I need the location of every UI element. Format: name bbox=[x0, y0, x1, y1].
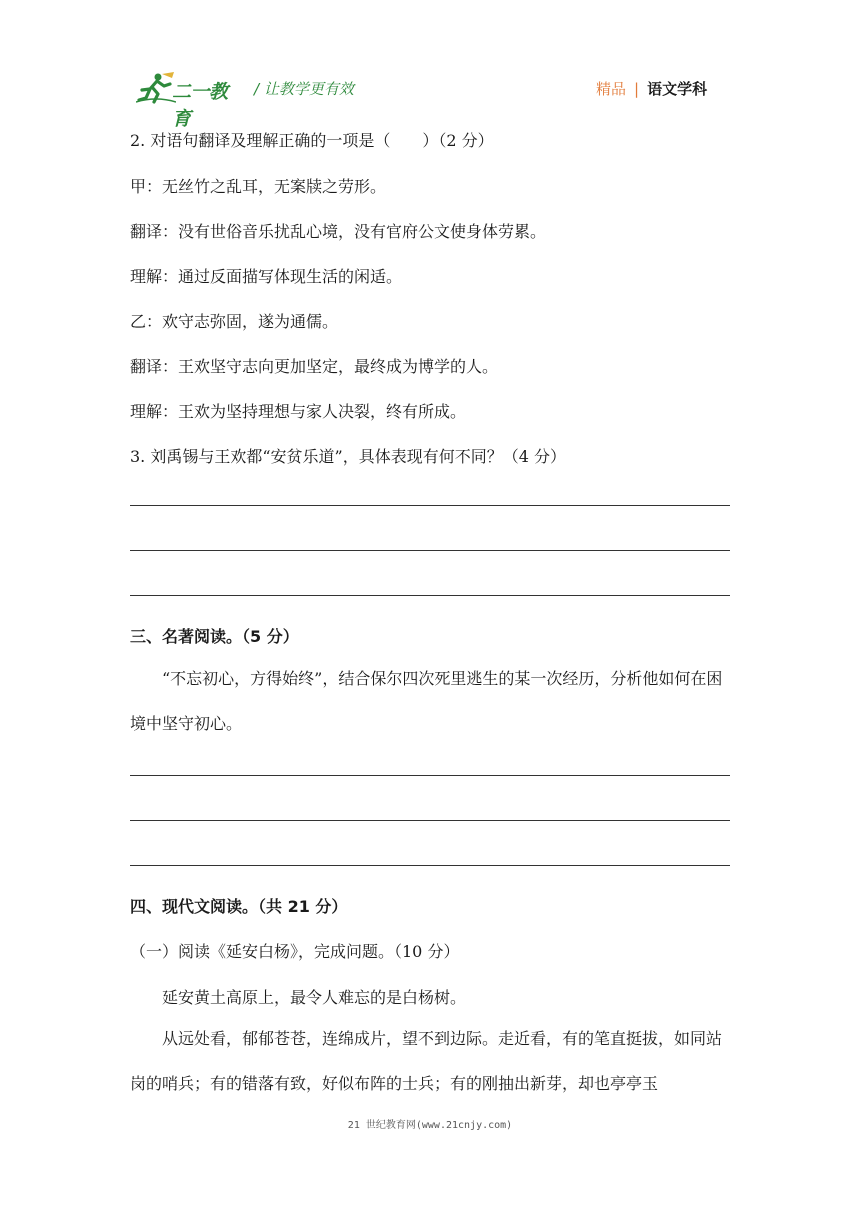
passage-paragraph-2: 从远处看，郁郁苍苍，连绵成片，望不到边际。走近看，有的笔直挺拔，如同站岗的哨兵；有的错落有致，好似布阵的士兵；有的刚抽出新芽，却也亭亭玉 bbox=[130, 1029, 723, 1093]
part-1-title: （一）阅读《延安白杨》，完成问题。（10 分） bbox=[130, 942, 460, 961]
subject-tag: 语文学科 bbox=[647, 80, 708, 98]
header-tags bbox=[596, 78, 707, 99]
answer-line[interactable] bbox=[130, 595, 730, 596]
page-header bbox=[0, 0, 860, 130]
passage-paragraph-1: 延安黄土高原上，最令人难忘的是白杨树。 bbox=[162, 988, 467, 1007]
answer-line[interactable] bbox=[130, 865, 730, 866]
question-3: 3. 刘禹锡与王欢都“安贫乐道”，具体表现有何不同？（4 分） bbox=[130, 447, 566, 466]
tag-separator: | bbox=[634, 80, 640, 98]
question-2: 2. 对语句翻译及理解正确的一项是（ ）（2 分） bbox=[130, 131, 494, 150]
jia-understanding: 理解：通过反面描写体现生活的闲适。 bbox=[130, 267, 403, 286]
yi-understanding: 理解：王欢为坚持理想与家人决裂，终有所成。 bbox=[130, 402, 467, 421]
section-4-title: 四、现代文阅读。（共 21 分） bbox=[130, 897, 348, 916]
answer-line[interactable] bbox=[130, 820, 730, 821]
brand-slogan: / 让教学更有效 bbox=[254, 80, 354, 98]
section-3-title: 三、名著阅读。（5 分） bbox=[130, 627, 299, 646]
answer-line[interactable] bbox=[130, 550, 730, 551]
sentence-jia: 甲：无丝竹之乱耳，无案牍之劳形。 bbox=[130, 177, 387, 196]
answer-line[interactable] bbox=[130, 775, 730, 776]
sentence-yi: 乙：欢守志弥固，遂为通儒。 bbox=[130, 312, 339, 331]
answer-line[interactable] bbox=[130, 505, 730, 506]
jia-translation: 翻译：没有世俗音乐扰乱心境，没有官府公文使身体劳累。 bbox=[130, 222, 547, 241]
yi-translation: 翻译：王欢坚守志向更加坚定，最终成为博学的人。 bbox=[130, 357, 499, 376]
brand-logo bbox=[136, 72, 242, 130]
brand-name: 二一教育 bbox=[172, 81, 228, 130]
quality-tag: 精品 bbox=[596, 80, 627, 98]
runner-icon bbox=[136, 72, 176, 104]
page-footer: 21 世纪教育网(www.21cnjy.com) bbox=[347, 1120, 513, 1131]
section-3-prompt: “不忘初心，方得始终”，结合保尔四次死里逃生的某一次经历，分析他如何在困境中坚守初心。 bbox=[130, 669, 723, 733]
